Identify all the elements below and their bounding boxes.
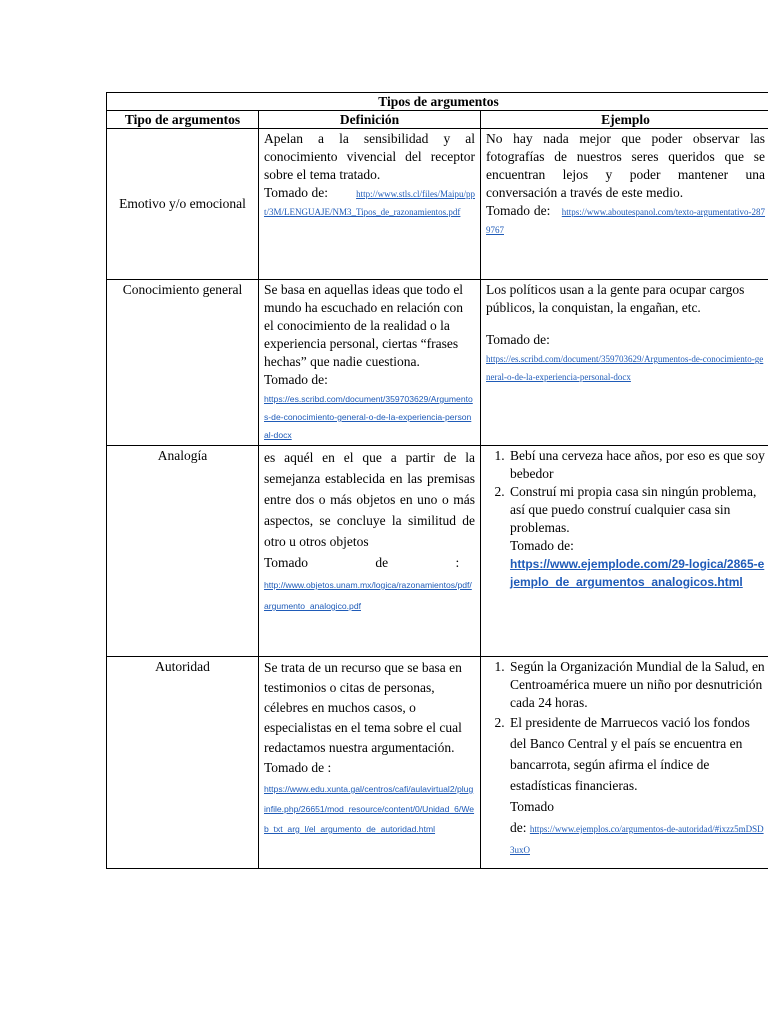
list-item-text: Construí mi propia casa sin ningún problema, así que puedo construí cualquier casa sin problemas. [510, 484, 757, 535]
row-definition [259, 446, 481, 657]
example-text: No hay nada mejor que poder observar las fotografías de nuestros seres queridos que se encuentran lejos y poder mantener una conversación a través de este medio. [486, 131, 765, 200]
definition-source-label: Tomado de : [264, 555, 460, 570]
header-type: Tipo de argumentos [107, 111, 259, 129]
row-type [107, 129, 259, 280]
row-type [107, 446, 259, 657]
example-source-label: Tomado de: [486, 332, 550, 347]
list-item: 1. Bebí una cerveza hace años, por eso es que soy bebedor [508, 447, 765, 483]
definition-text: Apelan a la sensibilidad y al conocimiento vivencial del receptor sobre el tema tratado. [264, 131, 475, 182]
example-source-link[interactable]: https://es.scribd.com/document/359703629/Argumentos-de-conocimiento-general-o-de-la-experiencia-personal-docx [486, 354, 764, 382]
row-example [481, 657, 768, 869]
row-type-label: Emotivo y/o emocional [119, 195, 246, 211]
definition-text: es aquél en el que a partir de la semejanza establecida en las premisas entre dos o más objetos en uno o más aspectos, se concluye la similitud de otro u otros objetos [264, 450, 475, 549]
header-example: Ejemplo [481, 111, 768, 129]
example-text: Los políticos usan a la gente para ocupar cargos públicos, la conquistan, la engañan, etc. [486, 282, 745, 315]
row-definition [259, 129, 481, 280]
row-type-label: Autoridad [155, 659, 210, 674]
argument-types-table [106, 92, 768, 869]
row-type [107, 280, 259, 446]
table-header-row [107, 111, 768, 129]
header-definition: Definición [259, 111, 481, 129]
list-item [508, 483, 765, 591]
list-item: 1. Según la Organización Mundial de la Salud, en Centroamérica muere un niño por desnutrición cada 24 horas. [508, 658, 765, 712]
example-source-label: Tomado de: [510, 538, 574, 553]
example-source-label-cont: de: [510, 820, 527, 835]
row-definition [259, 657, 481, 869]
table-row [107, 657, 768, 869]
definition-source-label: Tomado de: [264, 185, 329, 200]
table-row [107, 280, 768, 446]
row-type-label: Conocimiento general [122, 282, 243, 297]
row-example [481, 129, 768, 280]
list-item-text: El presidente de Marruecos vació los fondos del Banco Central y el país se encuentra en bancarrota, según afirma el índice de estadísticas financieras. [510, 715, 750, 793]
row-definition [259, 280, 481, 446]
example-list [486, 658, 765, 859]
example-source-link[interactable]: https://www.aboutespanol.com/texto-argumentativo-2879767 [486, 207, 766, 235]
row-example [481, 280, 768, 446]
definition-source-link[interactable]: https://es.scribd.com/document/359703629/Argumentos-de-conocimiento-general-o-de-la-experiencia-personal-docx [264, 394, 473, 440]
example-source-link[interactable]: https://www.ejemplos.co/argumentos-de-autoridad/#ixzz5mDSD3uxO [510, 824, 764, 855]
definition-source-link[interactable]: http://www.objetos.unam.mx/logica/razonamientos/pdf/argumento_analogico.pdf [264, 580, 472, 611]
definition-text: Se trata de un recurso que se basa en testimonios o citas de personas, célebres en muchos casos, o especialistas en el tema sobre el cual redactamos nuestra argumentación. [264, 660, 462, 755]
definition-source-label: Tomado de : [264, 760, 332, 775]
row-type-label: Analogía [157, 448, 208, 463]
row-type [107, 657, 259, 869]
table-title-row [107, 93, 768, 111]
definition-source-label: Tomado de: [264, 372, 328, 387]
list-item [508, 712, 765, 859]
table-row [107, 446, 768, 657]
table-row [107, 129, 768, 280]
example-list [486, 447, 765, 591]
definition-text: Se basa en aquellas ideas que todo el mundo ha escuchado en relación con el conocimiento de la realidad o la experiencia personal, ciertas “frases hechas” que nadie cuestiona. [264, 282, 464, 369]
row-example [481, 446, 768, 657]
definition-source-link[interactable]: http://www.stls.cl/files/Maipu/ppt/3M/LENGUAJE/NM3_Tipos_de_razonamientos.pdf [264, 189, 475, 217]
table-title: Tipos de argumentos [107, 93, 768, 111]
definition-source-link[interactable]: https://www.edu.xunta.gal/centros/cafi/aulavirtual2/pluginfile.php/26651/mod_resource/content/0/Unidad_6/Web_txt_arg_l/el_argumento_de_autoridad.html [264, 784, 475, 834]
example-source-label: Tomado [510, 799, 555, 814]
example-source-label: Tomado de: [486, 203, 551, 218]
example-source-link[interactable]: https://www.ejemplode.com/29-logica/2865-ejemplo_de_argumentos_analogicos.html [510, 557, 765, 589]
